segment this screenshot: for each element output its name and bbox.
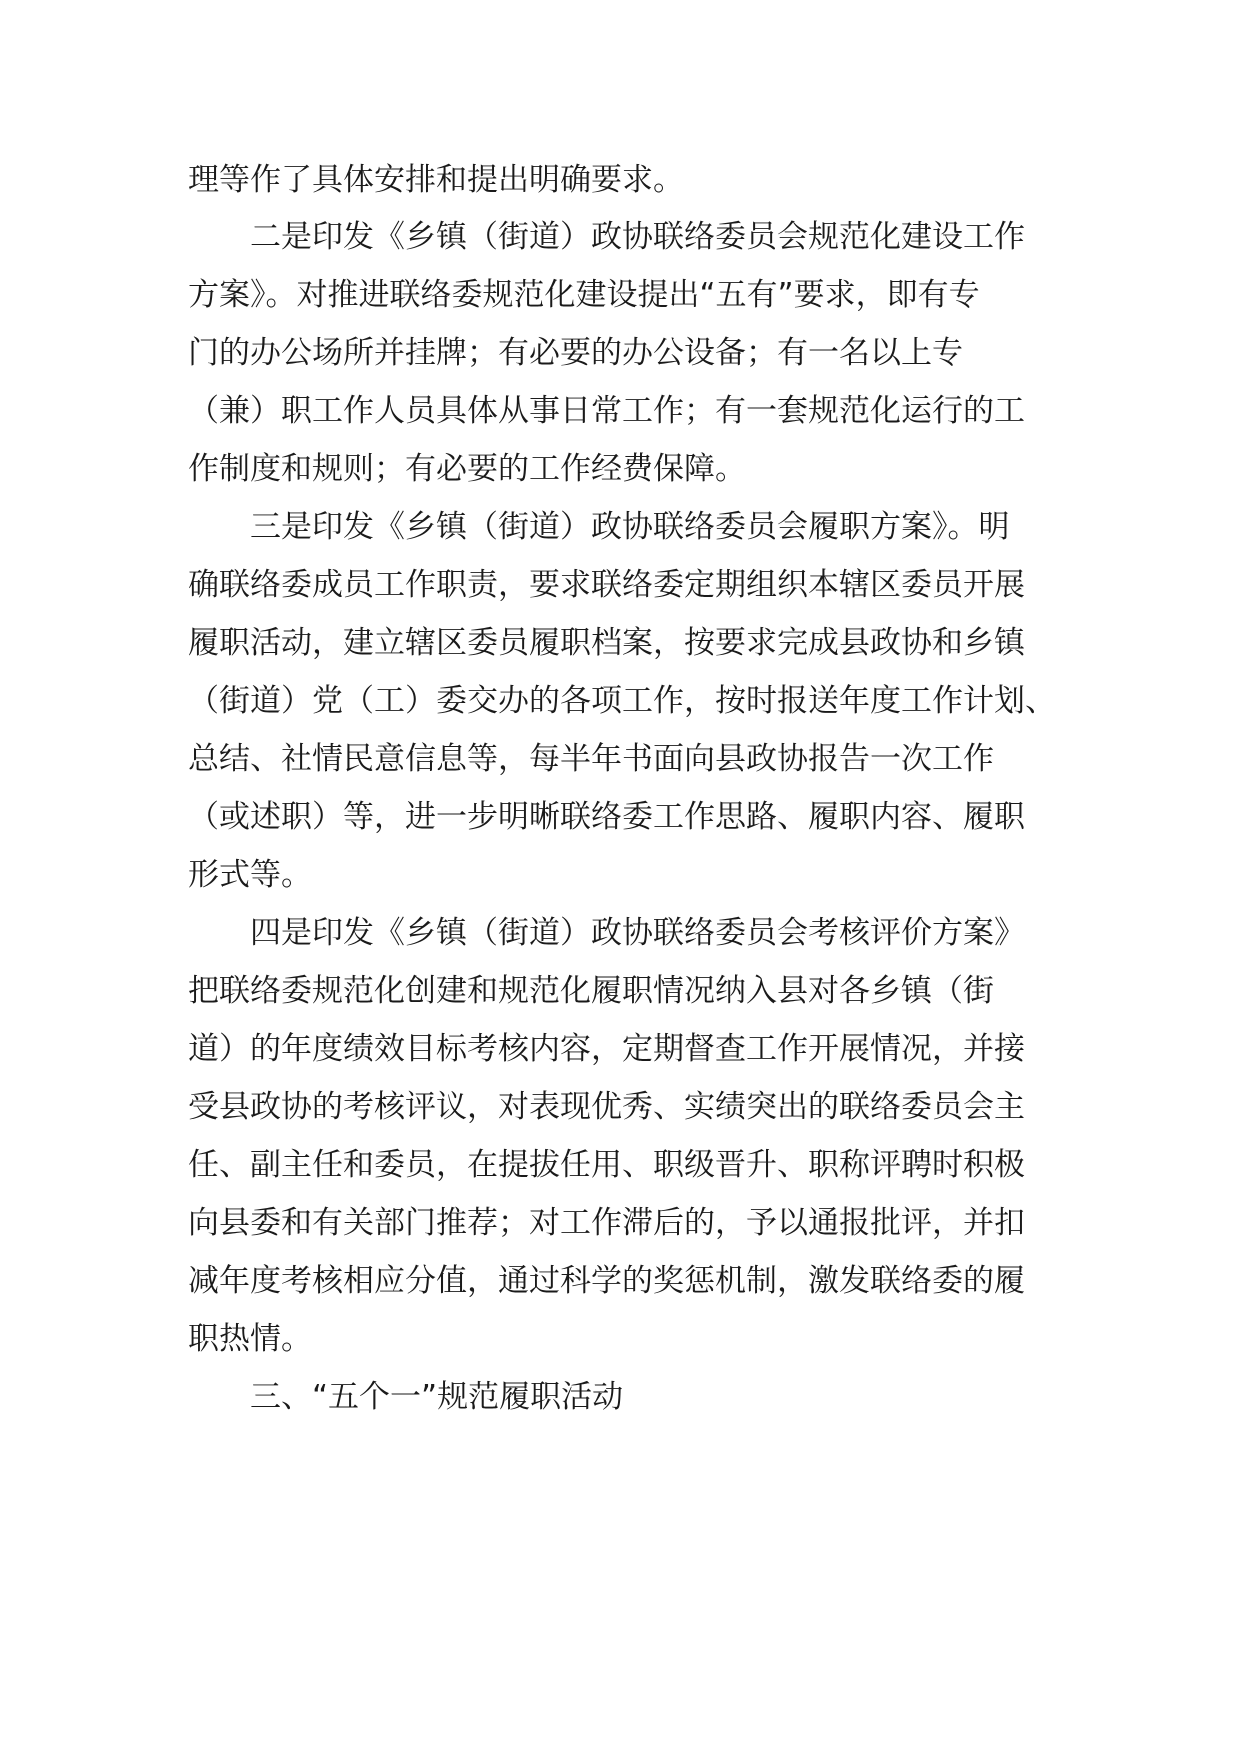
- text-line-21: 职热情。: [188, 1321, 312, 1357]
- text-line-3: 方案》。对推进联络委规范化建设提出“五有”要求，即有专: [188, 277, 980, 313]
- text-line-16: 道）的年度绩效目标考核内容，定期督查工作开展情况，并接: [188, 1031, 1025, 1067]
- text-line-1: 理等作了具体安排和提出明确要求。: [188, 162, 684, 198]
- text-line-5: （兼）职工作人员具体从事日常工作；有一套规范化运行的工: [188, 393, 1025, 429]
- text-line-2: 二是印发《乡镇（街道）政协联络委员会规范化建设工作: [250, 219, 1025, 255]
- text-line-17: 受县政协的考核评议，对表现优秀、实绩突出的联络委员会主: [188, 1089, 1025, 1125]
- text-line-15: 把联络委规范化创建和规范化履职情况纳入县对各乡镇（街: [188, 973, 994, 1009]
- text-line-8: 确联络委成员工作职责，要求联络委定期组织本辖区委员开展: [188, 567, 1025, 603]
- text-line-13: 形式等。: [188, 857, 312, 893]
- text-line-4: 门的办公场所并挂牌；有必要的办公设备；有一名以上专: [188, 335, 963, 371]
- text-line-11: 总结、社情民意信息等，每半年书面向县政协报告一次工作: [188, 741, 994, 777]
- text-line-14: 四是印发《乡镇（街道）政协联络委员会考核评价方案》: [250, 915, 1025, 951]
- text-line-20: 减年度考核相应分值，通过科学的奖惩机制，激发联络委的履: [188, 1263, 1025, 1299]
- text-line-7: 三是印发《乡镇（街道）政协联络委员会履职方案》。明: [250, 509, 1010, 545]
- text-line-18: 任、副主任和委员，在提拔任用、职级晋升、职称评聘时积极: [188, 1147, 1025, 1183]
- section-heading: 三、“五个一”规范履职活动: [250, 1379, 624, 1415]
- text-line-9: 履职活动，建立辖区委员履职档案，按要求完成县政协和乡镇: [188, 625, 1025, 661]
- text-line-19: 向县委和有关部门推荐；对工作滞后的，予以通报批评，并扣: [188, 1205, 1025, 1241]
- text-line-10: （街道）党（工）委交办的各项工作，按时报送年度工作计划、: [188, 683, 1056, 719]
- text-line-12: （或述职）等，进一步明晰联络委工作思路、履职内容、履职: [188, 799, 1025, 835]
- text-line-6: 作制度和规则；有必要的工作经费保障。: [188, 451, 746, 487]
